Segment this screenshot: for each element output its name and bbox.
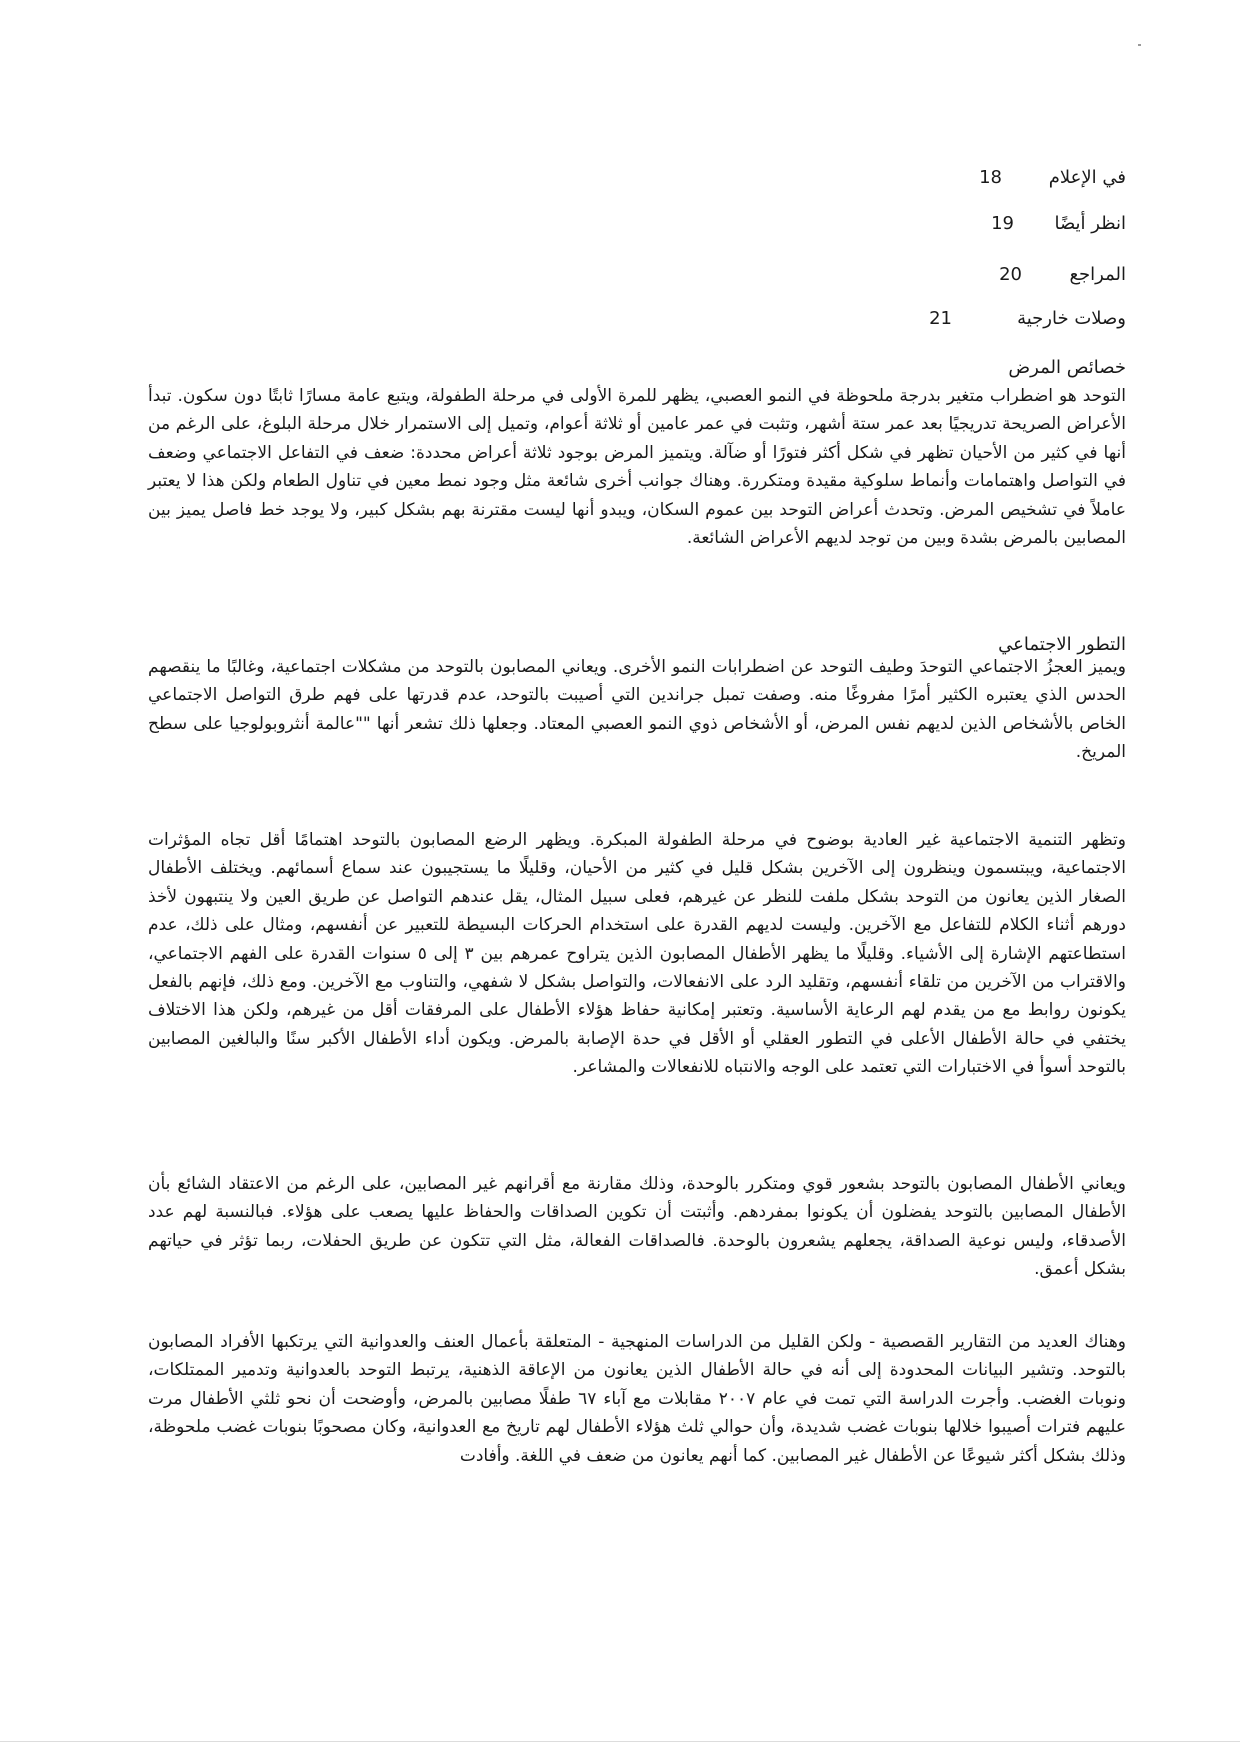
paragraph-social-3: ويعاني الأطفال المصابون بالتوحد بشعور قوي ومتكرر بالوحدة، وذلك مقارنة مع أقرانهم غير المصابين، على الرغم من الاعتقاد الشائع بأن الأطفال المصابين بالتوحد يفضلون أن يكونوا بمفردهم. وأثبتت أن تكوين الصداقات والحفاظ عليها يصعب على هؤلاء. فبالنسبة لهم عدد الأصدقاء، وليس نوعية الصداقة، يجعلهم يشعرون بالوحدة. فالصداقات الفعالة، مثل التي تتكون عن طريق الحفلات، ربما تؤثر في حياتهم بشكل أعمق.: [148, 1174, 1126, 1280]
paragraph-characteristics: التوحد هو اضطراب متغير بدرجة ملحوظة في النمو العصبي، يظهر للمرة الأولى في مرحلة الطفولة، ويتبع عامة مسارًا ثابتًا دون سكون. تبدأ الأعراض الصريحة تدريجيًا بعد عمر ستة أشهر، وتثبت في عمر عامين أو ثلاثة أعوام، وتميل إلى الاستمرار خلال مرحلة البلوغ، على الرغم من أنها في كثير من الأحيان تظهر في شكل أكثر فتورًا أو ضآلة. ويتميز المرض بوجود ثلاثة أعراض محددة: ضعف في التفاعل الاجتماعي وضعف في التواصل واهتمامات وأنماط سلوكية مقيدة ومتكررة. وهناك جوانب أخرى شائعة مثل وجود نمط معين في تناول الطعام ولكن هذا لا يعتبر عاملاً في تشخيص المرض. وتحدث أعراض التوحد بين عموم السكان، ويبدو أنها ليست مقترنة بهم بشكل كبير، ولا يوجد خط فاصل يميز بين المصابين بالمرض بشدة وبين من توجد لديهم الأعراض الشائعة.: [148, 386, 1126, 549]
scan-bottom-edge: [0, 1741, 1240, 1742]
toc-entry-label: المراجع: [1069, 264, 1126, 285]
toc-entry-label: في الإعلام: [1048, 167, 1126, 188]
toc-entry-label: انظر أيضًا: [1054, 213, 1126, 234]
paragraph-social-1: ويميز العجزُ الاجتماعي التوحدَ وطيف التوحد عن اضطرابات النمو الأخرى. ويعاني المصابون بالتوحد من مشكلات اجتماعية، وغالبًا ما ينقصهم الحدس الذي يعتبره الكثير أمرًا مفروغًا منه. وصفت تمبل جراندين التي أصيبت بالتوحد، عدم قدرتها على فهم طرق التواصل الاجتماعي الخاص بالأشخاص الذين لديهم نفس المرض، أو الأشخاص ذوي النمو العصبي المعتاد. وجعلها ذلك تشعر أنها ""عالمة أنثروبولوجيا على سطح المريخ.: [148, 657, 1126, 763]
paragraph-social-2: وتظهر التنمية الاجتماعية غير العادية بوضوح في مرحلة الطفولة المبكرة. ويظهر الرضع المصابون بالتوحد اهتمامًا أقل تجاه المؤثرات الاجتماعية، ويبتسمون وينظرون إلى الآخرين بشكل قليل في كثير من الأحيان، وقليلًا ما يستجيبون عند سماع أسمائهم. ويختلف الأطفال الصغار الذين يعانون من التوحد بشكل ملفت للنظر عن غيرهم، فعلى سبيل المثال، يقل عندهم التواصل عن طريق العين ولا ينتبهون لأخذ دورهم أثناء الكلام للتفاعل مع الآخرين. وليست لديهم القدرة على استخدام الحركات البسيطة للتعبير عن أنفسهم، ومثال على ذلك، عدم استطاعتهم الإشارة إلى الأشياء. وقليلًا ما يظهر الأطفال المصابون الذين يتراوح عمرهم بين ٣ إلى ٥ سنوات القدرة على الفهم الاجتماعي، والاقتراب من الآخرين من تلقاء أنفسهم، وتقليد الرد على الانفعالات، والتواصل بشكل لا شفهي، والتناوب مع الآخرين. ومع ذلك، فإنهم بالفعل يكونون روابط مع من يقدم لهم الرعاية الأساسية. وتعتبر إمكانية حفاظ هؤلاء الأطفال على المرفقات أقل من غيرهم، ولكن هذا الاختلاف يختفي في حالة الأطفال الأعلى في التطور العقلي أو الأقل في حدة الإصابة بالمرض. ويكون أداء الأطفال الأكبر سنًا والبالغين المصابين بالتوحد أسوأ في الاختبارات التي تعتمد على الوجه والانتباه للانفعالات والمشاعر.: [148, 830, 1126, 1078]
toc-entry-number: 20: [999, 264, 1022, 285]
section-heading-characteristics: خصائص المرض: [1008, 357, 1126, 378]
toc-entry-number: 21: [929, 308, 952, 329]
scan-speck: [1138, 44, 1141, 46]
paragraph-social-4: وهناك العديد من التقارير القصصية - ولكن القليل من الدراسات المنهجية - المتعلقة بأعمال العنف والعدوانية التي يرتكبها الأفراد المصابون بالتوحد. وتشير البيانات المحدودة إلى أنه في حالة الأطفال الذين يعانون من الإعاقة الذهنية، يرتبط التوحد بالعدوانية وتدمير الممتلكات، ونوبات الغضب. وأجرت الدراسة التي تمت في عام ٢٠٠٧ مقابلات مع آباء ٦٧ طفلًا مصابين بالمرض، وأوضحت أن نحو ثلثي الأطفال مرت عليهم فترات أصيبوا خلالها بنوبات غضب شديدة، وأن حوالي ثلث هؤلاء الأطفال لهم تاريخ مع العدوانية، وكان مصحوبًا بنوبات غضب ملحوظة، وذلك بشكل أكثر شيوعًا عن الأطفال غير المصابين. كما أنهم يعانون من ضعف في اللغة. وأفادت: [148, 1332, 1126, 1466]
toc-entry-number: 18: [979, 167, 1002, 188]
toc-entry-label: وصلات خارجية: [1017, 308, 1126, 329]
section-heading-social-development: التطور الاجتماعي: [998, 634, 1126, 655]
toc-entry-number: 19: [991, 213, 1014, 234]
